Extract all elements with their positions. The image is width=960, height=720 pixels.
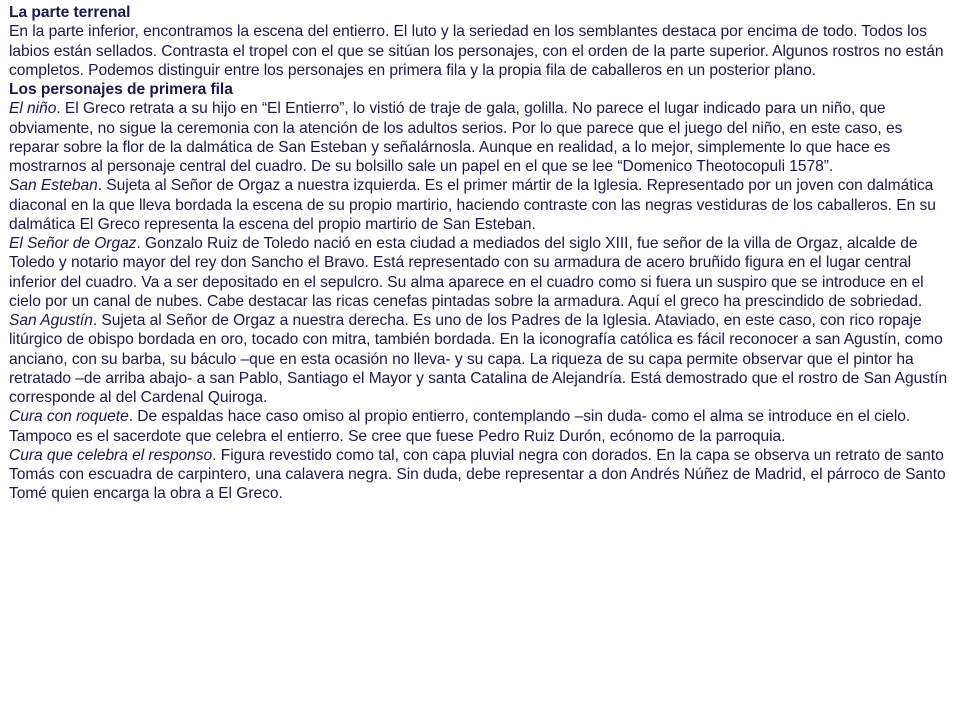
entry-cura-con-roquete xyxy=(9,407,953,446)
entry-name: El niño xyxy=(9,100,57,118)
section-title: La parte terrenal xyxy=(9,4,131,21)
entry-senor-de-orgaz xyxy=(9,234,953,311)
entry-cura-responso xyxy=(9,446,953,504)
entry-el-nino xyxy=(9,99,953,176)
entry-text: . Sujeta al Señor de Orgaz a nuestra derecha. Es uno de los Padres de la Iglesia. Ataviado, en este caso, con rico ropaje litúrgico de obispo bordada en oro, tocado con mitra, también bordada. En la iconografía católica es fácil reconocer a san Agustín, como anciano, con su barba, su báculo –que en esta ocasión no lleva- y su capa. La riqueza de su capa permite observar que el pintor ha retratado –de arriba abajo- a san Pablo, Santiago el Mayor y santa Catalina de Alejandría. Está demostrado que el rostro de San Agustín corresponde al del Cardenal Quiroga. xyxy=(9,312,948,406)
entry-text: . Gonzalo Ruiz de Toledo nació en esta ciudad a mediados del siglo XIII, fue señor de la villa de Orgaz, alcalde de Toledo y notario mayor del rey don Sancho el Bravo. Está representado con su armadura de acero bruñido figura en el lugar central inferior del cuadro. Va a ser depositado en el sepulcro. Su alma aparece en el cuadro como si fuera un suspiro que se introduce en el cielo por un canal de nubes. Cabe destacar las ricas cenefas pintadas sobre la armadura. Aquí el greco ha prescindido de sobriedad. xyxy=(9,235,924,310)
entry-san-agustin xyxy=(9,311,953,407)
entry-name: San Esteban xyxy=(9,177,98,195)
entry-text: . Sujeta al Señor de Orgaz a nuestra izquierda. Es el primer mártir de la Iglesia. Representado por un joven con dalmática diaconal en la que lleva bordada la escena de su propio martirio, haciendo contraste con las negras vestiduras de los caballeros. En su dalmática El Greco representa la escena del propio martirio de San Esteban. xyxy=(9,177,936,233)
entry-san-esteban xyxy=(9,176,953,234)
document-page xyxy=(9,3,953,504)
entry-name: San Agustín xyxy=(9,312,93,329)
intro-paragraph: En la parte inferior, encontramos la escena del entierro. El luto y la seriedad en los semblantes destaca por encima de todo. Todos los labios están sellados. Contrasta el tropel con el que se sitúan los personajes, con el orden de la parte superior. Algunos rostros no están completos. Podemos distinguir entre los personajes en primera fila y la propia fila de caballeros en un posterior plano. xyxy=(9,23,944,79)
entry-text: . De espaldas hace caso omiso al propio entierro, contemplando –sin duda- como el alma se introduce en el cielo. Tampoco es el sacerdote que celebra el entierro. Se cree que fuese Pedro Ruiz Durón, ecónomo de la parroquia. xyxy=(9,408,911,445)
entry-name: Cura con roquete xyxy=(9,408,129,426)
entry-name: Cura que celebra el responso xyxy=(9,446,213,464)
entry-text: . Figura revestido como tal, con capa pluvial negra con dorados. En la capa se observa un retrato de santo Tomás con escuadra de carpintero, una calavera negra. Sin duda, debe representar a don Andrés Núñez de Madrid, el párroco de Santo Tomé quien encarga la obra a El Greco. xyxy=(9,446,946,503)
entry-name: El Señor de Orgaz xyxy=(9,235,137,252)
entry-text: . El Greco retrata a su hijo en “El Entierro”, lo vistió de traje de gala, golilla. No parece el lugar indicado para un niño, que obviamente, no sigue la ceremonia con la atención de los adultos serios. Por lo que parece que el juego del niño, en este caso, es reparar sobre la flor de la dalmática de San Esteban y señalárnosla. Aunque en realidad, a lo mejor, simplemente lo que hace es mostrarnos al personaje central del cuadro. De su bolsillo sale un papel en el que se lee “Domenico Theotocopuli 1578”. xyxy=(9,100,903,175)
subsection-title: Los personajes de primera fila xyxy=(9,81,233,98)
